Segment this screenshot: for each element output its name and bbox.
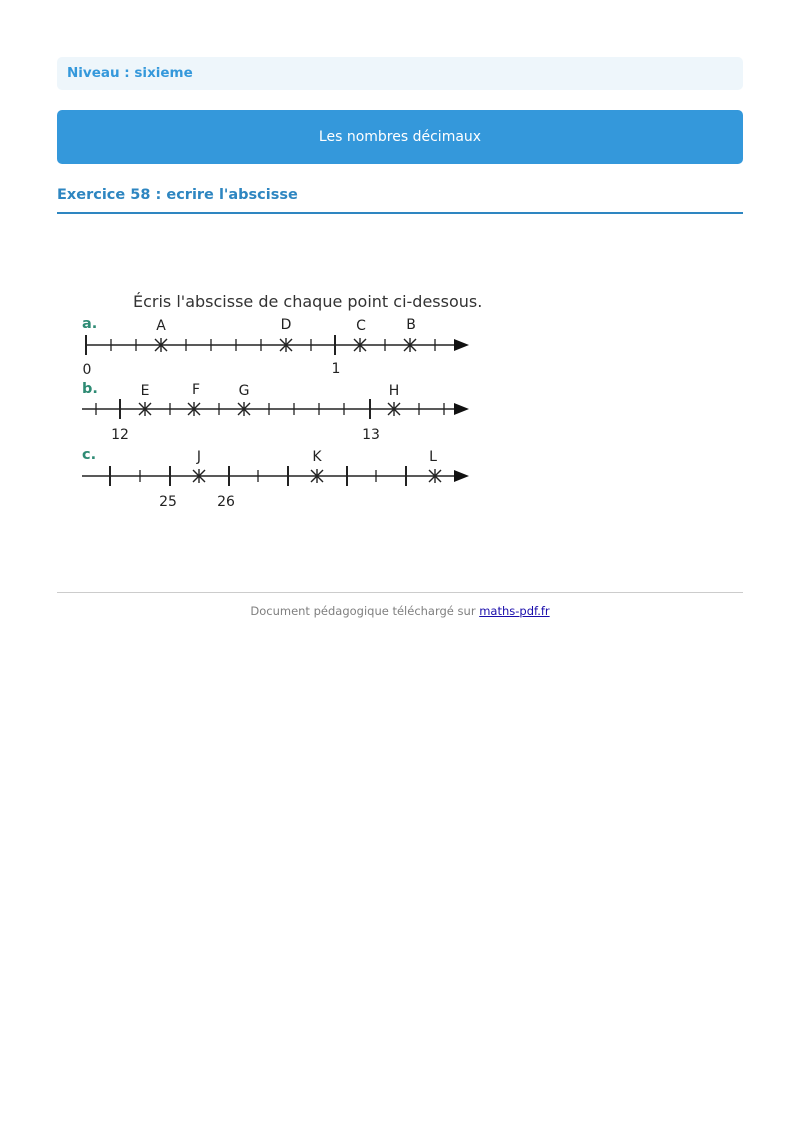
line-b-label: b.	[82, 381, 98, 397]
chapter-title-banner: Les nombres décimaux	[57, 110, 743, 164]
tick-label-26: 26	[217, 494, 235, 510]
footer-divider	[57, 592, 743, 593]
point-label-f: F	[191, 382, 201, 398]
line-a-arrow	[454, 339, 469, 351]
line-a-label: a.	[82, 316, 98, 332]
instruction-text: Écris l'abscisse de chaque point ci-dessous.	[133, 292, 483, 311]
line-c-label: c.	[82, 447, 97, 463]
line-c-arrow	[454, 470, 469, 482]
point-label-g: G	[238, 383, 250, 399]
point-label-b: B	[406, 317, 416, 333]
exercise-title: Exercice 58 : ecrire l'abscisse	[57, 184, 743, 214]
point-label-e: E	[140, 383, 150, 399]
point-label-d: D	[280, 317, 292, 333]
tick-label-0: 0	[82, 362, 92, 378]
point-label-j: J	[196, 449, 202, 465]
tick-label-25: 25	[159, 494, 177, 510]
line-b-arrow	[454, 403, 469, 415]
footer-text: Document pédagogique téléchargé sur	[250, 604, 476, 618]
level-label: Niveau : sixieme	[57, 57, 743, 90]
tick-label-12: 12	[111, 427, 129, 443]
point-label-k: K	[312, 449, 322, 465]
point-label-a: A	[156, 318, 166, 334]
footer-link[interactable]: maths-pdf.fr	[479, 604, 550, 618]
point-label-c: C	[356, 318, 366, 334]
footer	[57, 604, 743, 618]
tick-label-1: 1	[331, 361, 341, 377]
point-label-h: H	[388, 383, 400, 399]
number-line-figure	[72, 283, 486, 517]
number-line-svg	[72, 283, 486, 517]
point-label-l: L	[429, 449, 437, 465]
tick-label-13: 13	[362, 427, 380, 443]
